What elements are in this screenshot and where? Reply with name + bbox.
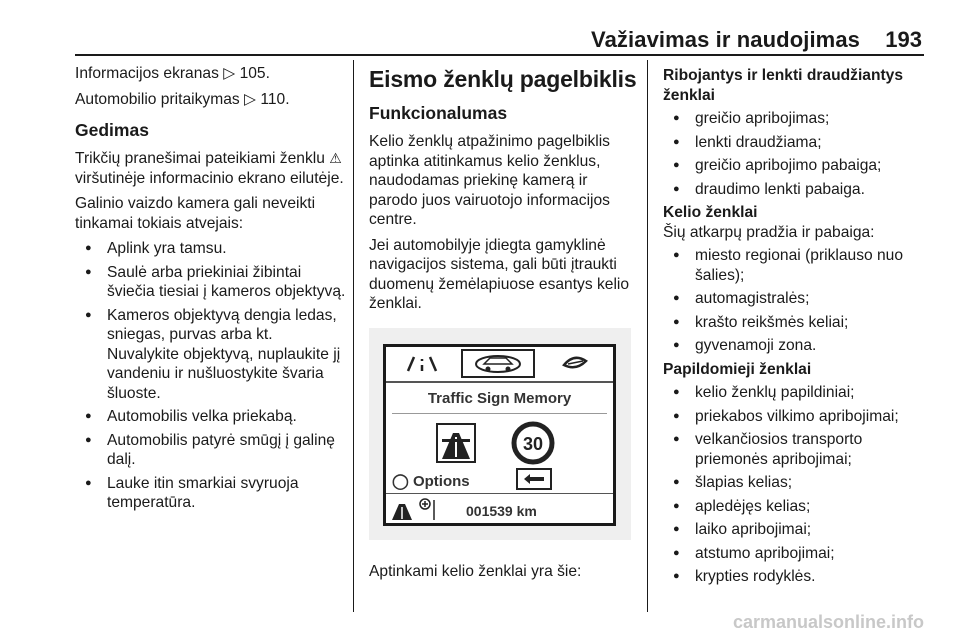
supplementary-signs-section: [663, 360, 925, 587]
list-item: ● šlapias kelias;: [663, 473, 925, 493]
speed-limit-value: 30: [522, 433, 544, 454]
eco-leaf-icon: [564, 357, 586, 366]
list-item: ● kelio ženklų papildiniai;: [663, 383, 925, 403]
section-heading-supplementary: Papildomieji ženklai: [663, 360, 812, 378]
paragraph-fault-messages: [75, 149, 347, 188]
speed-limit-sign: [511, 421, 555, 465]
list-item: ● Saulė arba priekiniai žibintai šviečia tiesiai į kameros objektyvą.: [75, 263, 347, 302]
tab-divider: [386, 381, 613, 383]
column-divider-1: [353, 60, 354, 612]
list-item: ● Aplink yra tamsu.: [75, 239, 347, 259]
motorway-status-icon: [390, 498, 436, 522]
list-item: ● gyvenamoji zona.: [663, 336, 925, 356]
list-item: ● atstumo apribojimai;: [663, 544, 925, 564]
list-item: ● Lauke itin smarkiai svyruoja temperatūra.: [75, 474, 347, 513]
back-arrow-button[interactable]: [516, 468, 552, 490]
header-rule: [75, 54, 924, 56]
paragraph-info-display: [75, 64, 347, 84]
options-menu-item[interactable]: [392, 472, 470, 492]
paragraph-vehicle-personalisation: [75, 90, 347, 110]
list-item: ● greičio apribojimas;: [663, 109, 925, 129]
column-3: [663, 64, 925, 591]
fault-text-start: Trikčių pranešimai pateikiami ženklu: [75, 150, 325, 167]
vehicle-personalisation-page-link[interactable]: 110.: [260, 90, 290, 108]
odometer-readout: 001539 km: [466, 502, 537, 519]
paragraph-camera-conditions: Galinio vaizdo kamera gali neveikti tinkamai tokiais atvejais:: [75, 195, 316, 232]
list-item: ● lenkti draudžiama;: [663, 133, 925, 153]
road-signs-section: [663, 203, 925, 356]
driver-info-screen: [383, 344, 616, 526]
traffic-sign-memory-figure: [369, 328, 631, 540]
list-item: ● draudimo lenkti pabaiga.: [663, 180, 925, 200]
paragraph-detected-signs: Aptinkami kelio ženklai yra šie:: [369, 562, 582, 580]
page-header: [0, 0, 960, 56]
options-label: Options: [412, 472, 470, 490]
page-header-title: Važiavimas ir naudojimas: [591, 27, 860, 52]
fault-text-end: viršutinėje informacinio ekrano eilutėje.: [75, 169, 344, 187]
camera-conditions-list: [75, 239, 347, 513]
list-item: ● Automobilis patyrė smūgį į galinę dalį.: [75, 431, 347, 470]
list-item: ● Kameros objektyvą dengia ledas, sniegas, purvas arba kt. Nuvalykite objektyvą, nuplaukite jį vandeniu ir nušluostykite švaria šluoste.: [75, 306, 347, 404]
column-divider-2: [647, 60, 648, 612]
restrictive-signs-section: [663, 66, 925, 199]
page-ref-arrow-icon: ▷: [244, 90, 257, 108]
motorway-sign-icon: [436, 423, 476, 463]
section-heading-gedimas: Gedimas: [75, 120, 149, 140]
list-item: ● krypties rodyklės.: [663, 567, 925, 587]
section-heading-road-signs: Kelio ženklai: [663, 204, 758, 221]
info-display-text: Informacijos ekranas: [75, 65, 219, 82]
road-signs-list: [663, 246, 925, 356]
restrictive-signs-list: [663, 109, 925, 199]
section-heading-restrictive: Ribojantys ir lenkti draudžiantys ženklai: [663, 67, 904, 104]
status-bar-rule: [386, 493, 613, 494]
list-item: ● priekabos vilkimo apribojimai;: [663, 407, 925, 427]
checkmark-circle-icon: ◯: [392, 472, 409, 490]
subsection-heading: Funkcionalumas: [369, 103, 508, 123]
screen-title-rule: [392, 413, 607, 414]
list-item: ● greičio apribojimo pabaiga;: [663, 156, 925, 176]
watermark: carmanualsonline.info: [732, 612, 924, 632]
list-item: ● krašto reikšmės keliai;: [663, 313, 925, 333]
screen-tab-bar: [386, 347, 613, 381]
paragraph-functionality: Kelio ženklų atpažinimo pagelbiklis aptinka atitinkamus kelio ženklus, naudodamas priekinę kamerą ir parodo juos vairuotojo informacijos centre.: [369, 133, 610, 228]
section-title: Eismo ženklų pagelbiklis: [369, 66, 637, 92]
list-item: ● laiko apribojimai;: [663, 520, 925, 540]
warning-triangle-icon: ⚠: [329, 150, 342, 166]
vehicle-personalisation-text: Automobilio pritaikymas: [75, 90, 240, 108]
list-item: ● Automobilis velka priekabą.: [75, 407, 347, 427]
list-item: ● automagistralės;: [663, 289, 925, 309]
screen-title: Traffic Sign Memory: [427, 389, 572, 407]
list-item: ● velkančiosios transporto priemonės apribojimai;: [663, 430, 925, 469]
info-display-page-link[interactable]: 105.: [239, 65, 270, 82]
list-item: ● miesto regionai (priklauso nuo šalies);: [663, 246, 925, 285]
page-number: 193: [885, 27, 922, 52]
lane-markings-icon: [408, 357, 436, 371]
supplementary-signs-list: [663, 383, 925, 587]
column-1: [75, 64, 347, 517]
page-ref-arrow-icon: ▷: [223, 65, 236, 82]
road-signs-intro: Šių atkarpų pradžia ir pabaiga:: [663, 223, 875, 241]
column-2: [369, 64, 637, 587]
list-item: ● apledėjęs kelias;: [663, 497, 925, 517]
paragraph-navigation: Jei automobilyje įdiegta gamyklinė navigacijos sistema, gali būti įtraukti duomenų žemėlapiuose esantys kelio ženklai.: [369, 236, 630, 312]
